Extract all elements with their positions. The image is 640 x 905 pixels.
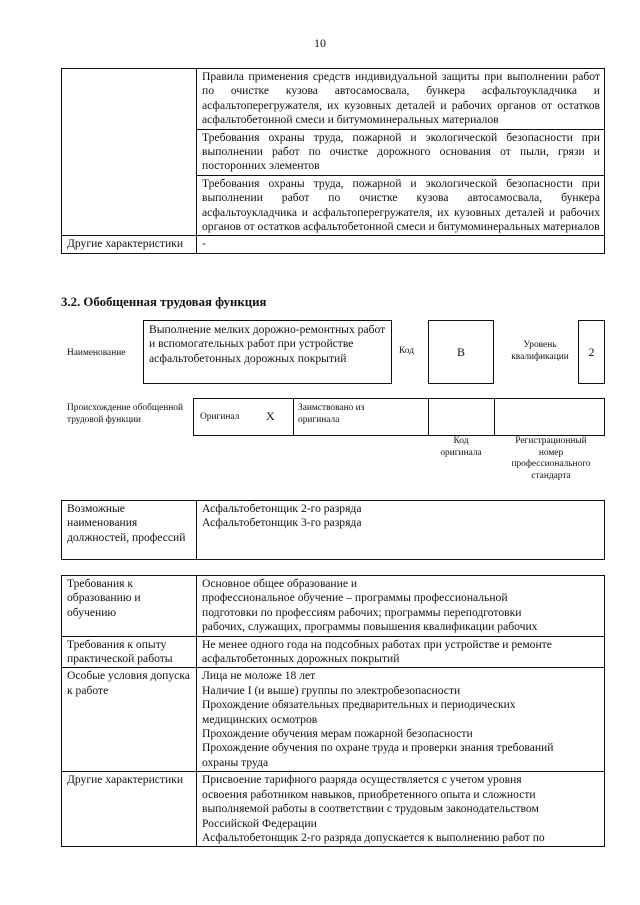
requirements-table: [61, 575, 605, 847]
table-row: [62, 576, 605, 637]
code-value: B: [428, 320, 494, 384]
origin-label: Происхождение обобщенной трудовой функции: [67, 403, 183, 425]
table-row: [62, 69, 605, 130]
requirement-line: Асфальтобетонщик 2-го разряда допускается к выполнению работ по: [202, 830, 545, 844]
requirement-line: рабочих, служащих, программы повышения квалификации рабочих: [202, 620, 538, 634]
table-row: [62, 236, 605, 253]
divider: [494, 398, 495, 436]
code-original-caption: Код оригинала: [440, 436, 482, 458]
level-label: Уровень квалификации: [511, 340, 569, 362]
position-item: Асфальтобетонщик 2-го разряда: [202, 502, 362, 515]
positions-label: Возможные наименования должностей, профессий: [62, 501, 197, 560]
other-characteristics-label: Другие характеристики: [62, 236, 197, 253]
other-characteristics-value: -: [197, 236, 605, 253]
requirement-line: профессиональное обучение – программы профессиональной: [202, 591, 508, 605]
position-item: Асфальтобетонщик 3-го разряда: [202, 516, 362, 530]
requirement-line: Присвоение тарифного разряда осуществляется с учетом уровня: [202, 773, 522, 787]
requirement-line: медицинских осмотров: [202, 712, 318, 726]
requirement-line: Прохождение обучения по охране труда и проверки знания требований: [202, 741, 554, 755]
borrowed-label: Заимствовано из оригинала: [298, 403, 365, 425]
original-label: Оригинал: [200, 412, 240, 422]
table-row: [62, 636, 605, 668]
requirement-line: охраны труда: [202, 755, 269, 769]
table-row: [62, 501, 605, 560]
origin-box: [193, 398, 605, 436]
requirement-line: Наличие I (и выше) группы по электробезопасности: [202, 683, 461, 697]
table-row: [62, 772, 605, 847]
original-mark: X: [266, 409, 275, 423]
reg-number-caption: Регистрационный номер профессионального стандарта: [511, 436, 591, 481]
divider: [428, 398, 429, 436]
knowledge-item: Правила применения средств индивидуальной защиты при выполнении работ по очистке кузова автосамосвала, бункера асфальтоукладчика и асфальтоперегружателя, их кузовных деталей и рабочих органов от остатков асфальтобетонной смеси и битумоминеральных материалов: [197, 69, 605, 130]
name-label: Наименование: [67, 348, 126, 358]
knowledge-item: Требования охраны труда, пожарной и экологической безопасности при выполнении работ по очистке дорожного основания от пыли, грязи и посторонних элементов: [197, 129, 605, 175]
requirement-line: Прохождение обучения мерам пожарной безопасности: [202, 727, 473, 741]
requirement-line: Не менее одного года на подсобных работах при устройстве и ремонте: [202, 637, 552, 651]
code-label: Код: [399, 346, 414, 356]
requirement-label: Другие характеристики: [62, 772, 197, 847]
knowledge-item: Требования охраны труда, пожарной и экологической безопасности при выполнении работ по очистке кузова автосамосвала, бункера асфальтоукладчика и асфальтоперегружателя, их кузовных деталей и рабочих органов от остатков асфальтобетонной смеси и битумоминеральных материалов: [197, 175, 605, 236]
requirement-line: подготовки по профессиям рабочих; программы переподготовки: [202, 605, 522, 619]
requirement-label: Особые условия допуска к работе: [62, 668, 197, 772]
requirement-line: освоения работником навыков, приобретенного опыта и сложности: [202, 787, 536, 801]
requirement-line: Основное общее образование и: [202, 577, 358, 590]
page-number: 10: [314, 36, 326, 50]
function-name: Выполнение мелких дорожно-ремонтных работ и вспомогательных работ при устройстве асфальтобетонных дорожных покрытий: [143, 320, 392, 384]
section-title: 3.2. Обобщенная трудовая функция: [61, 295, 267, 309]
requirement-line: Прохождение обязательных предварительных и периодических: [202, 698, 516, 712]
knowledge-table: [61, 68, 605, 254]
level-value: 2: [578, 320, 605, 384]
positions-table: [61, 500, 605, 560]
table-row: [62, 668, 605, 772]
divider: [293, 398, 294, 436]
requirement-line: Российской Федерации: [202, 816, 317, 830]
requirement-line: выполняемой работы в соответствии с трудовым законодательством: [202, 802, 539, 816]
requirement-label: Требования к образованию и обучению: [62, 576, 197, 637]
requirement-label: Требования к опыту практической работы: [62, 636, 197, 668]
requirement-line: Лица не моложе 18 лет: [202, 669, 316, 683]
requirement-line: асфальтобетонных дорожных покрытий: [202, 652, 400, 666]
